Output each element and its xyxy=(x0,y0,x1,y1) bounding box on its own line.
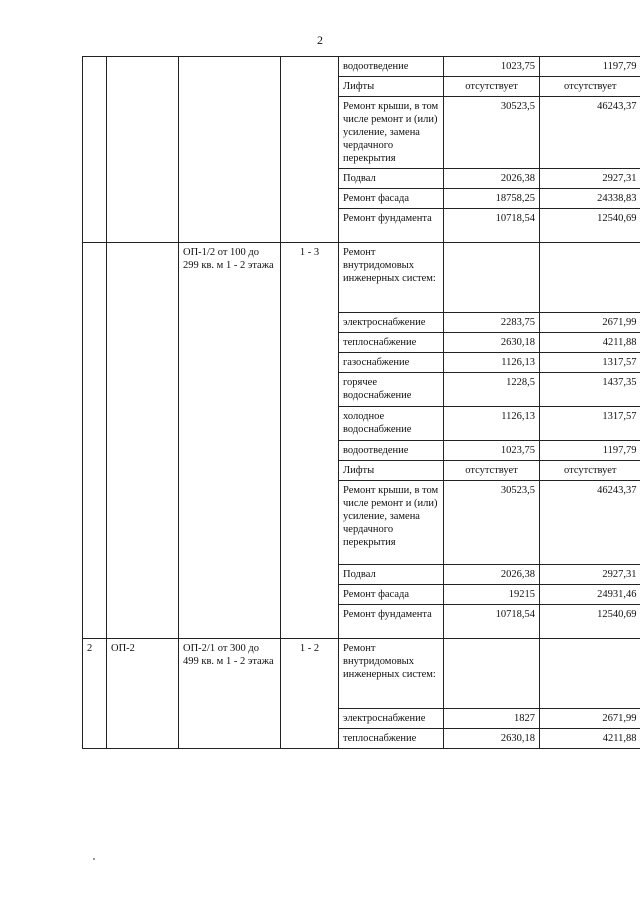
cost-cell-1: 10718,54 xyxy=(444,209,540,243)
cost-cell-1 xyxy=(444,243,540,313)
work-type-cell: Подвал xyxy=(339,169,444,189)
cost-cell-2: 2671,99 xyxy=(540,709,640,729)
object-description-cell: ОП-2/1 от 300 до 499 кв. м 1 - 2 этажа xyxy=(179,639,281,749)
cost-cell-1: 2026,38 xyxy=(444,565,540,585)
work-type-cell: водоотведение xyxy=(339,57,444,77)
object-code-cell xyxy=(107,57,179,243)
work-type-cell: Ремонт внутридомовых инженерных систем: xyxy=(339,639,444,709)
work-type-cell: Подвал xyxy=(339,565,444,585)
table-row xyxy=(83,243,640,313)
cost-table xyxy=(82,56,640,749)
cost-cell-2: отсутствует xyxy=(540,461,640,481)
page-number: 2 xyxy=(317,33,323,47)
work-type-cell: холодное водоснабжение xyxy=(339,407,444,441)
object-code-cell xyxy=(107,243,179,639)
floors-cell: 1 - 2 xyxy=(281,639,339,749)
work-type-cell: теплоснабжение xyxy=(339,729,444,749)
object-description-cell xyxy=(179,57,281,243)
cost-cell-2 xyxy=(540,243,640,313)
work-type-cell: Ремонт фундамента xyxy=(339,605,444,639)
work-type-cell: Ремонт фасада xyxy=(339,189,444,209)
cost-cell-1: отсутствует xyxy=(444,461,540,481)
work-type-cell: Ремонт фасада xyxy=(339,585,444,605)
cost-cell-1: 2630,18 xyxy=(444,729,540,749)
floors-cell xyxy=(281,57,339,243)
object-code-cell: ОП-2 xyxy=(107,639,179,749)
cost-cell-1: 2283,75 xyxy=(444,313,540,333)
cost-cell-1: 1126,13 xyxy=(444,407,540,441)
work-type-cell: горячее водоснабжение xyxy=(339,373,444,407)
cost-cell-1: 30523,5 xyxy=(444,481,540,565)
cost-cell-2: 1197,79 xyxy=(540,441,640,461)
table-row xyxy=(83,57,640,77)
work-type-cell: Ремонт крыши, в том числе ремонт и (или) усиление, замена чердачного перекрытия xyxy=(339,481,444,565)
work-type-cell: Ремонт крыши, в том числе ремонт и (или) усиление, замена чердачного перекрытия xyxy=(339,97,444,169)
cost-cell-1: 19215 xyxy=(444,585,540,605)
cost-cell-2 xyxy=(540,639,640,709)
cost-cell-2: 12540,69 xyxy=(540,605,640,639)
cost-cell-2: 46243,37 xyxy=(540,481,640,565)
cost-cell-2: 24338,83 xyxy=(540,189,640,209)
work-type-cell: электроснабжение xyxy=(339,709,444,729)
work-type-cell: электроснабжение xyxy=(339,313,444,333)
cost-cell-2: отсутствует xyxy=(540,77,640,97)
cost-cell-1: 1228,5 xyxy=(444,373,540,407)
cost-cell-1: 2630,18 xyxy=(444,333,540,353)
cost-cell-2: 12540,69 xyxy=(540,209,640,243)
cost-cell-1: 1023,75 xyxy=(444,441,540,461)
cost-cell-1: отсутствует xyxy=(444,77,540,97)
cost-cell-2: 1317,57 xyxy=(540,353,640,373)
cost-cell-2: 24931,46 xyxy=(540,585,640,605)
cost-cell-1: 30523,5 xyxy=(444,97,540,169)
cost-cell-1: 1827 xyxy=(444,709,540,729)
table-row xyxy=(83,639,640,709)
cost-cell-2: 1197,79 xyxy=(540,57,640,77)
cost-cell-1: 2026,38 xyxy=(444,169,540,189)
cost-cell-1 xyxy=(444,639,540,709)
cost-cell-2: 2671,99 xyxy=(540,313,640,333)
cost-cell-1: 1023,75 xyxy=(444,57,540,77)
work-type-cell: Ремонт фундамента xyxy=(339,209,444,243)
row-number-cell: 2 xyxy=(83,639,107,749)
work-type-cell: теплоснабжение xyxy=(339,333,444,353)
work-type-cell: Ремонт внутридомовых инженерных систем: xyxy=(339,243,444,313)
cost-cell-2: 46243,37 xyxy=(540,97,640,169)
cost-cell-2: 1437,35 xyxy=(540,373,640,407)
floors-cell: 1 - 3 xyxy=(281,243,339,639)
row-number-cell xyxy=(83,57,107,243)
object-description-cell: ОП-1/2 от 100 до 299 кв. м 1 - 2 этажа xyxy=(179,243,281,639)
cost-cell-1: 18758,25 xyxy=(444,189,540,209)
cost-cell-2: 1317,57 xyxy=(540,407,640,441)
row-number-cell xyxy=(83,243,107,639)
cost-cell-2: 2927,31 xyxy=(540,169,640,189)
work-type-cell: водоотведение xyxy=(339,441,444,461)
work-type-cell: Лифты xyxy=(339,461,444,481)
cost-cell-1: 1126,13 xyxy=(444,353,540,373)
cost-cell-2: 2927,31 xyxy=(540,565,640,585)
cost-cell-1: 10718,54 xyxy=(444,605,540,639)
cost-cell-2: 4211,88 xyxy=(540,333,640,353)
work-type-cell: газоснабжение xyxy=(339,353,444,373)
scan-artifact xyxy=(93,858,95,860)
cost-cell-2: 4211,88 xyxy=(540,729,640,749)
work-type-cell: Лифты xyxy=(339,77,444,97)
